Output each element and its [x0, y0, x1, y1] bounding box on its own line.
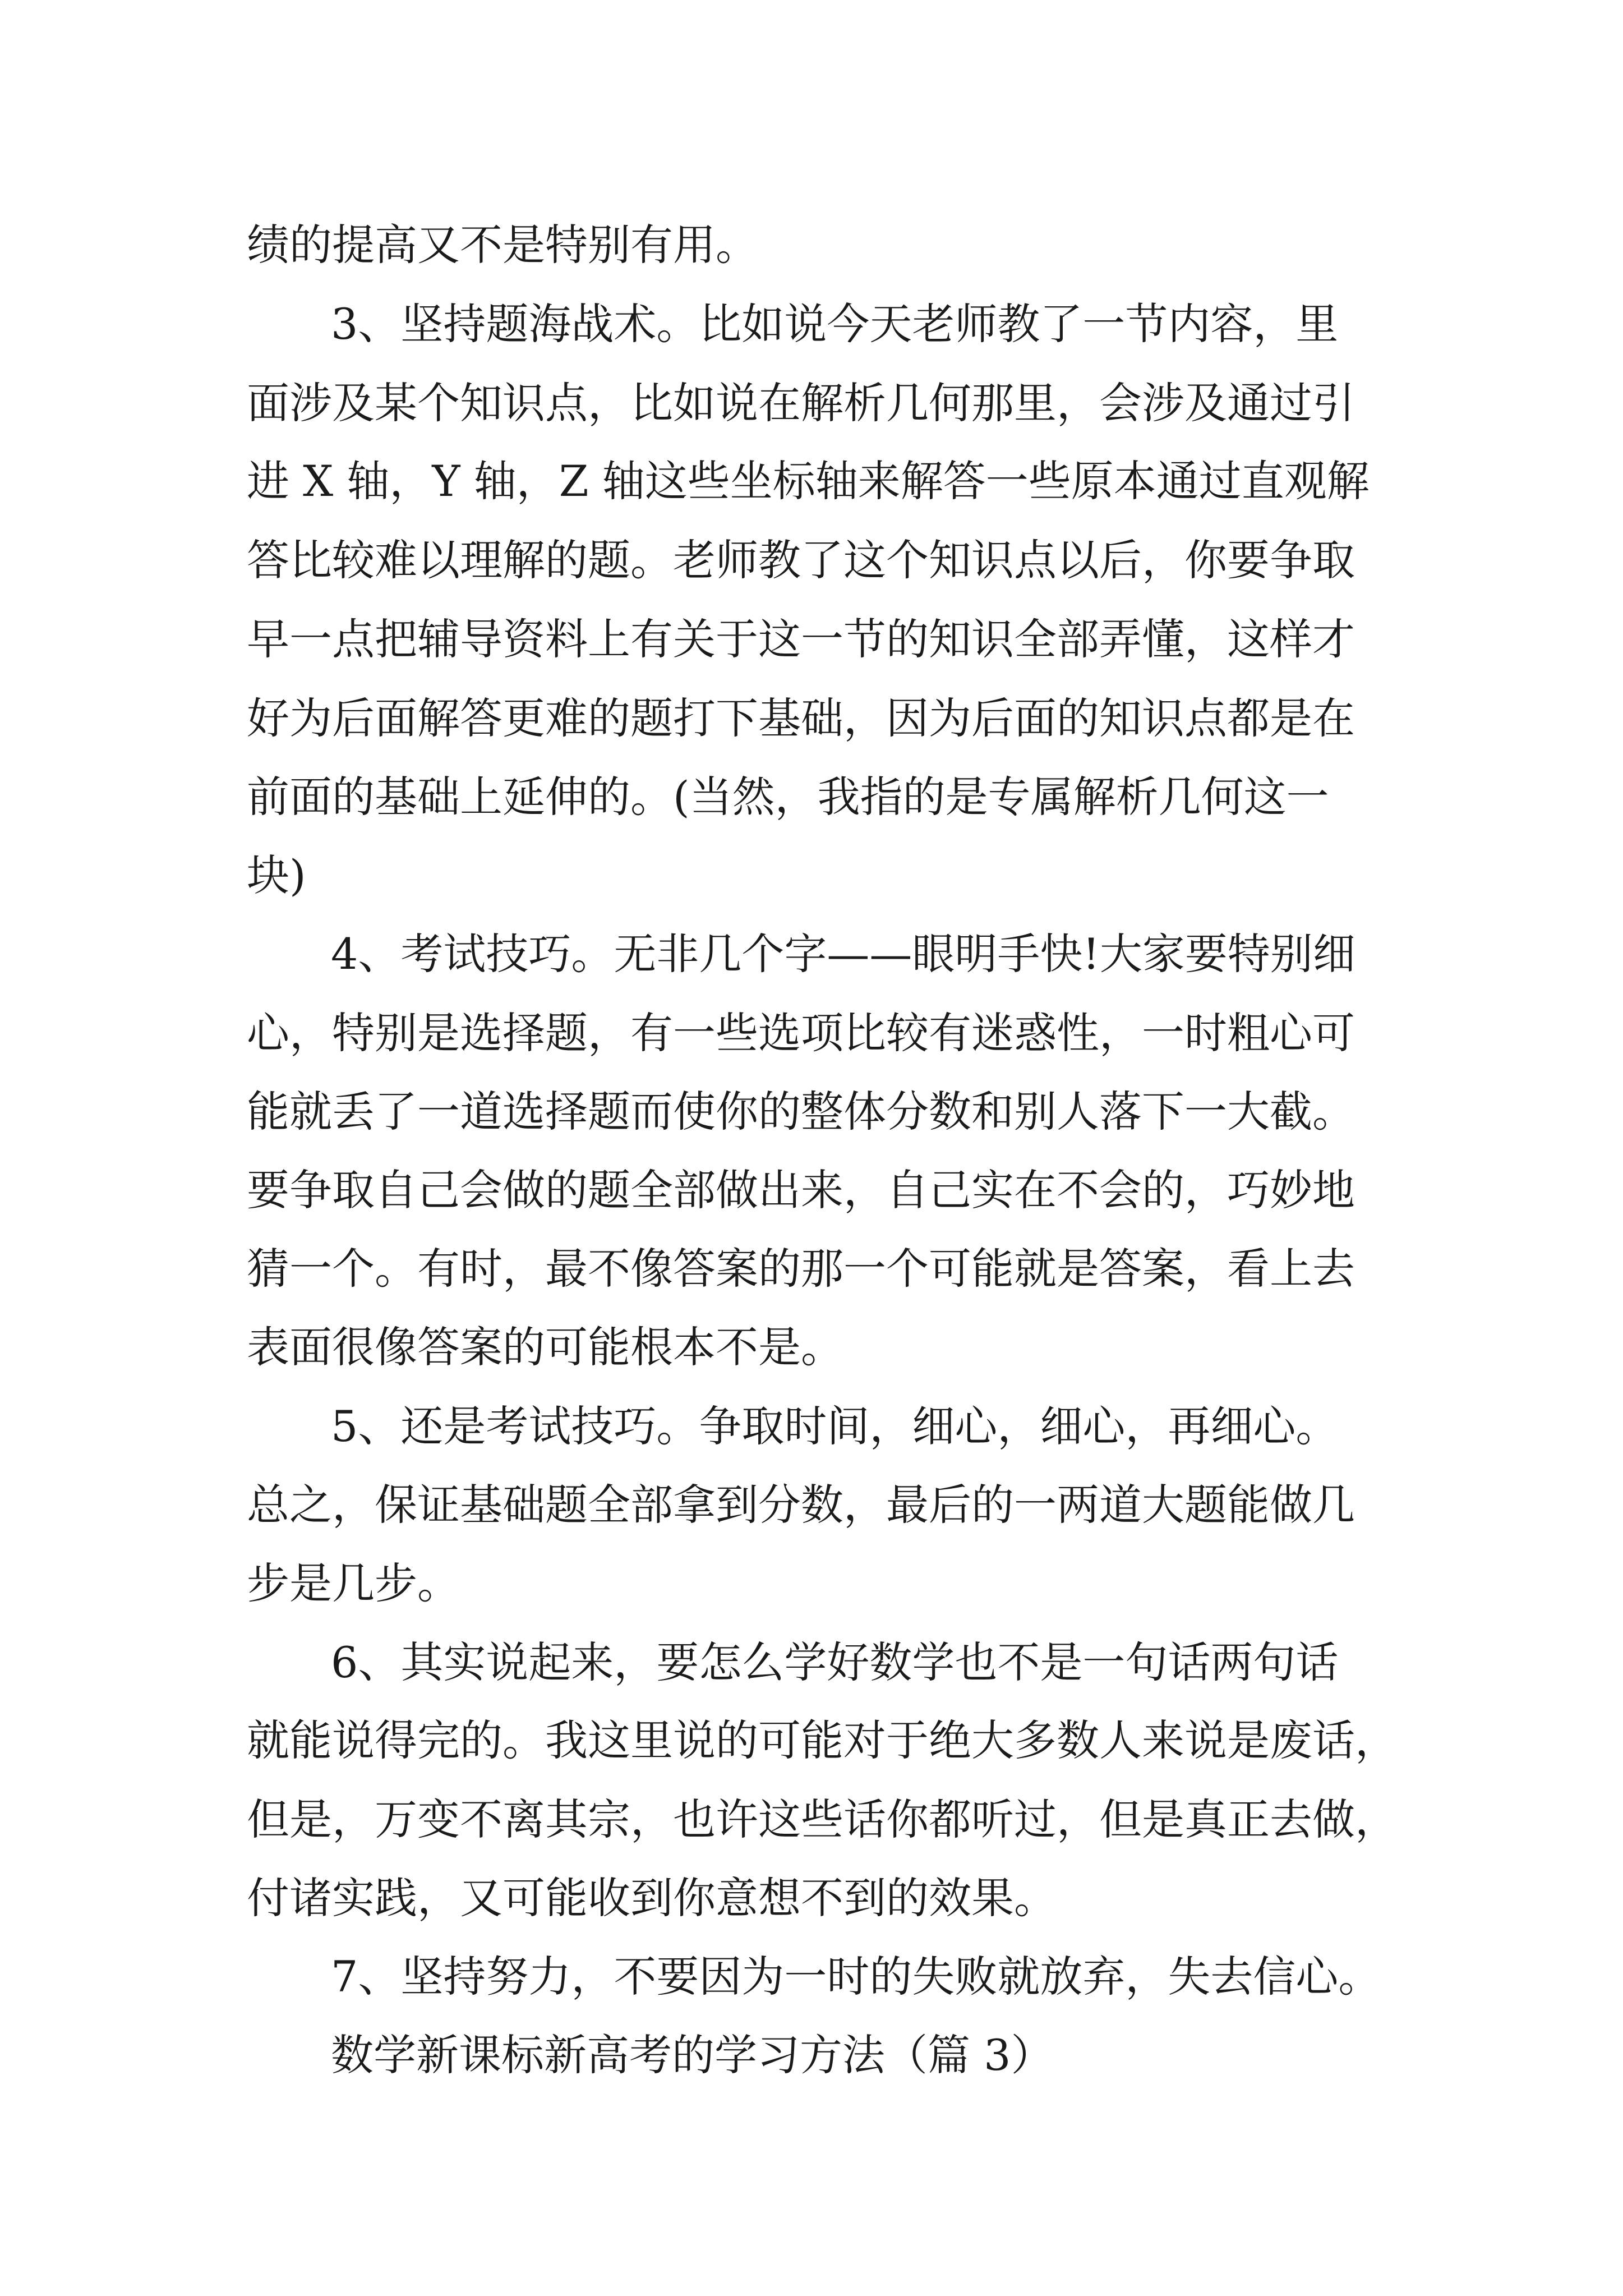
text-line: 总之，保证基础题全部拿到分数，最后的一两道大题能做几: [247, 1480, 1355, 1530]
text-line: 6、其实说起来，要怎么学好数学也不是一句话两句话: [331, 1637, 1339, 1687]
text-line: 心，特别是选择题，有一些选项比较有迷惑性，一时粗心可: [247, 1008, 1355, 1058]
text-line: 4、考试技巧。无非几个字——眼明手快!大家要特别细: [331, 929, 1355, 979]
text-line: 步是几步。: [247, 1558, 460, 1608]
text-line: 进 X 轴，Y 轴，Z 轴这些坐标轴来解答一些原本通过直观解: [247, 456, 1370, 506]
text-line: 7、坚持努力，不要因为一时的失败就放弃，失去信心。: [331, 1952, 1381, 2001]
text-line: 但是，万变不离其宗，也许这些话你都听过，但是真正去做，: [247, 1795, 1398, 1844]
text-line: 绩的提高又不是特别有用。: [247, 220, 758, 270]
text-line: 早一点把辅导资料上有关于这一节的知识全部弄懂，这样才: [247, 614, 1355, 664]
text-line: 面涉及某个知识点，比如说在解析几何那里，会涉及通过引: [247, 378, 1355, 428]
text-line: 能就丢了一道选择题而使你的整体分数和别人落下一大截。: [247, 1087, 1355, 1137]
text-line: 答比较难以理解的题。老师教了这个知识点以后，你要争取: [247, 535, 1355, 585]
text-line: 5、还是考试技巧。争取时间，细心，细心，再细心。: [331, 1401, 1339, 1451]
text-line: 付诸实践，又可能收到你意想不到的效果。: [247, 1873, 1057, 1923]
text-line: 要争取自己会做的题全部做出来，自己实在不会的，巧妙地: [247, 1165, 1355, 1215]
text-line: 好为后面解答更难的题打下基础，因为后面的知识点都是在: [247, 693, 1355, 743]
text-line: 就能说得完的。我这里说的可能对于绝大多数人来说是废话，: [247, 1715, 1398, 1765]
text-line: 块): [247, 850, 306, 900]
text-line: 前面的基础上延伸的。(当然，我指的是专属解析几何这一: [247, 772, 1329, 822]
text-line: 3、坚持题海战术。比如说今天老师教了一节内容，里: [331, 299, 1339, 349]
section-heading: 数学新课标新高考的学习方法（篇 3）: [331, 2030, 1054, 2080]
text-line: 猜一个。有时，最不像答案的那一个可能就是答案，看上去: [247, 1244, 1355, 1294]
text-line: 表面很像答案的可能根本不是。: [247, 1322, 843, 1372]
